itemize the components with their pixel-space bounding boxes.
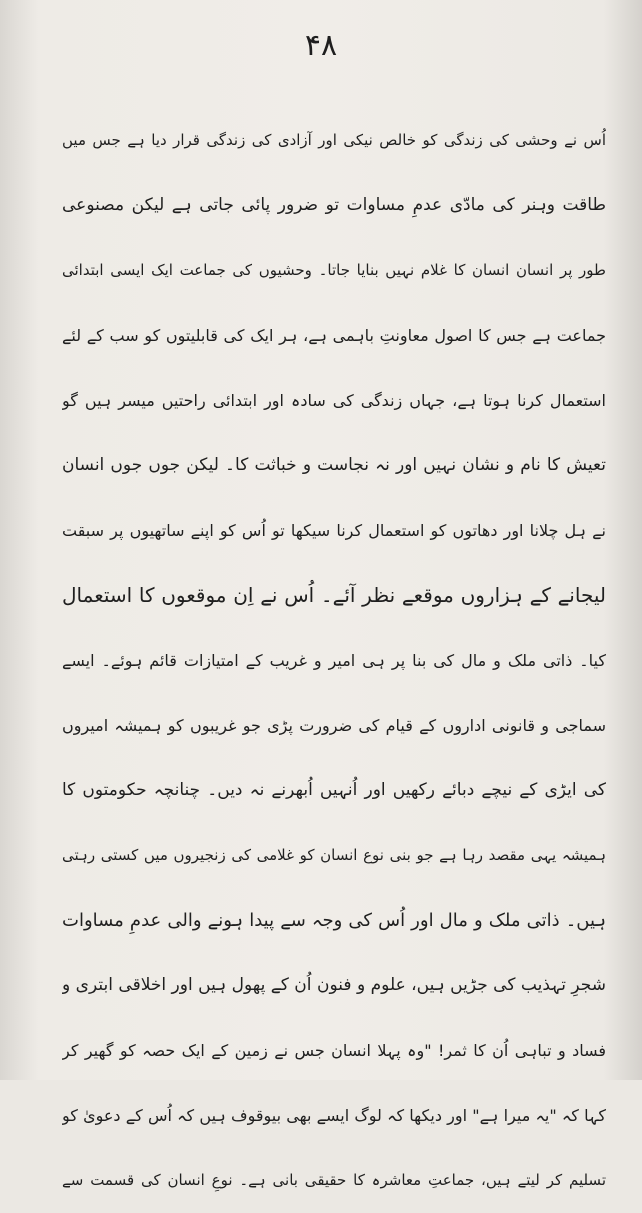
text-line: ہیں۔ ذاتی ملک و مال اور اُس کی وجہ سے پیدا ہونے والی عدمِ مساوات: [62, 910, 606, 931]
text-line: نے ہل چلانا اور دھاتوں کو استعمال کرنا سیکھا تو اُس کو اپنے ساتھیوں پر سبقت: [62, 521, 606, 540]
page-number: ۴۸: [304, 28, 338, 63]
text-line: لیجانے کے ہزاروں موقعے نظر آئے۔ اُس نے اِن موقعوں کا استعمال: [62, 583, 606, 607]
text-line: کہا کہ "یہ میرا ہے" اور دیکھا کہ لوگ ایسے بھی بیوقوف ہیں کہ اُس کے دعویٰ کو: [62, 1106, 606, 1125]
text-line: جماعت ہے جس کا اصول معاونتِ باہمی ہے، ہر ایک کی قابلیتوں کو سب کے لئے: [62, 326, 606, 345]
text-line: کیا۔ ذاتی ملک و مال کی بنا پر ہی امیر و غریب کے امتیازات قائم ہوئے۔ ایسے: [62, 651, 606, 670]
body-text: [62, 108, 606, 1213]
text-line: فساد و تباہی اُن کا ثمر! "وہ پہلا انسان جس نے زمین کے ایک حصہ کو گھیر کر: [62, 1041, 606, 1060]
text-line: استعمال کرنا ہوتا ہے، جہاں زندگی کی سادہ اور ابتدائی راحتیں میسر ہیں گو: [62, 391, 606, 410]
text-line: شجرِ تہذیب کی جڑیں ہیں، علوم و فنون اُن کے پھول ہیں اور اخلاقی ابتری و: [62, 975, 606, 995]
text-line: کی ایڑی کے نیچے دبائے رکھیں اور اُنہیں اُبھرنے نہ دیں۔ چنانچہ حکومتوں کا: [62, 780, 606, 800]
text-line: تسلیم کر لیتے ہیں، جماعتِ معاشرہ کا حقیقی بانی ہے۔ نوعِ انسان کی قسمت سے: [62, 1171, 606, 1189]
text-line: طاقت وہنر کی مادّی عدمِ مساوات تو ضرور پائی جاتی ہے لیکن مصنوعی: [62, 195, 606, 215]
text-line: تعیش کا نام و نشان نہیں اور نہ نجاست و خباثت کا۔ لیکن جوں جوں انسان: [62, 455, 606, 475]
text-line: اُس نے وحشی کی زندگی کو خالص نیکی اور آزادی کی زندگی قرار دیا ہے جس میں: [62, 131, 606, 149]
text-line: سماجی و قانونی اداروں کے قیام کی ضرورت پڑی جو غریبوں کو ہمیشہ امیروں: [62, 716, 606, 735]
text-line: طور پر انسان انسان کا غلام نہیں بنایا جاتا۔ وحشیوں کی جماعت ایک ایسی ابتدائی: [62, 261, 606, 279]
text-line: ہمیشہ یہی مقصد رہا ہے جو بنی نوع انسان کو غلامی کی زنجیروں میں کستی رہتی: [62, 846, 606, 864]
